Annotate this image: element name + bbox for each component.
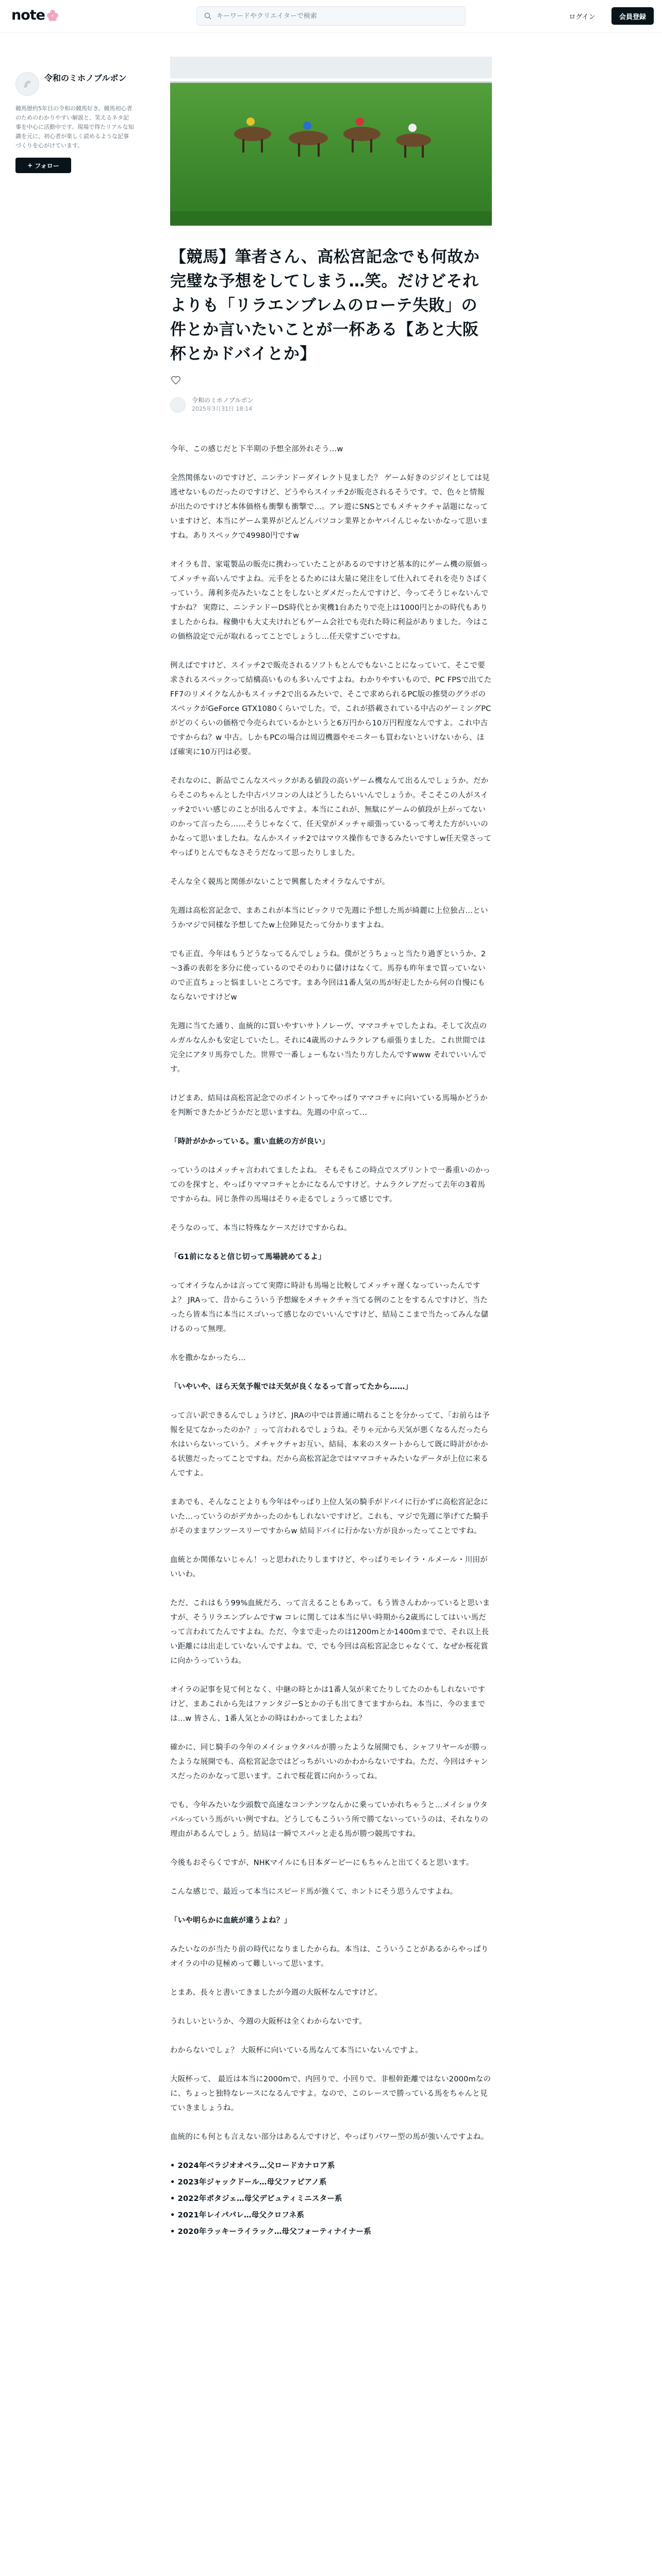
article-paragraph: みたいなのが当たり前の時代になりましたからね。本当は、こういうことがあるからやっぱりオイラの中の見極めって難しいって思います。 <box>170 1945 489 1968</box>
search-box[interactable] <box>196 6 466 26</box>
article-paragraph: ただ、これはもう99%血統だろ、って言えることもあって。もう皆さんわかっていると思いますが、そうリラエンブレムですw コレに関しては本当に早い時期から2歳馬にしてはいい馬だって言われてたんですよね。ただ、今まで走ったのは1200mとか1400mまでで、それ以上長い距離には出走していないんですよね。で、でも今回は高松宮記念じゃなくて、なぜか桜花賞に向かうっていうね。 <box>170 1599 490 1665</box>
horse-race-image <box>170 57 492 226</box>
note-logo[interactable] <box>11 7 58 23</box>
article-meta <box>170 396 492 413</box>
article-paragraph: 確かに、同じ騎手の今年のメイショウタバルが勝ったような展開でも、シャフリヤールが勝ったような展開でも、高松宮記念ではどっちがいいのかわからないですね。ただ、今回はチャンスだったのかなって思います。これで桜花賞に向かうってね。 <box>170 1743 488 1781</box>
logo-text: note <box>11 7 45 23</box>
article-paragraph: 「いやいや、ほら天気予報では天気が良くなるって言ってたから……」 <box>170 1383 413 1391</box>
article-paragraph: 血統的にも何とも言えない部分はあるんですけど、やっぱりパワー型の馬が強いんですよね。 <box>170 2133 489 2141</box>
article-paragraph: ってオイラなんかは言ってて実際に時計も馬場と比較してメッチャ遅くなっていったんですよ？ JRAって、昔からこういう予想線をメチャクチャ当てる例のことをするんですけど、当たったら皆本当に本当にスゴいって感じなのでいいんですけど、結局ここまで当たってみんな儲けるのって無理。 <box>170 1282 489 1333</box>
article-paragraph: こんな感じで、最近って本当にスピード馬が強くて、ホントにそう思うんですよね。 <box>170 1888 458 1896</box>
article-paragraph: うれしいというか、今週の大阪杯は全くわからないです。 <box>170 2018 367 2026</box>
search-icon <box>204 12 211 20</box>
article-paragraph: 血統とか関係ないじゃん！っと思われたりしますけど、やっぱりモレイラ・ルメール・川田がいいわ。 <box>170 1556 488 1579</box>
article-paragraph: そんな全く競馬と関係がないことで興奮したオイラなんですが。 <box>170 878 390 886</box>
creator-sidebar <box>15 72 134 173</box>
plus-icon: + <box>27 162 33 169</box>
horse-avatar-icon <box>21 77 34 91</box>
follow-button[interactable] <box>15 158 71 173</box>
list-item: • 2022年ポタジェ…母父デピュティミニスター系 <box>170 2195 342 2203</box>
heart-icon[interactable] <box>170 375 181 386</box>
article-paragraph: それなのに、新品でこんなスペックがある値段の高いゲーム機なんて出るんでしょうか。だからそこのちゃんとした中古パソコンの人はどうしたらいいんでしょうか。そこそこの人がスイッチ2でいい感じのことが出るんですよ。本当にこれが、無駄にゲームの値段が上がってないのかって言ったら……そうじゃなくて、任天堂がメッチャ頑張っているって考えた方がいいのかなって思いましたね。なんかスイッチ2ではマウス操作もできるみたいですしw任天堂さってやっぱりとんでもなさそうだなって思ったりしました。 <box>170 777 492 857</box>
list-item: • 2024年ベラジオオペラ…父ロードカナロア系 <box>170 2162 335 2170</box>
article-paragraph: 大阪杯って、 最近は本当に2000mで、内回りで、小回りで。非根幹距離ではない2000mなのに、ちょっと独特なレースになるんですよ。なので、このレースで勝っている馬をちゃんと見ていきましょうね。 <box>170 2075 491 2112</box>
article-paragraph: っていうのはメッチャ言われてましたよね。 そもそもこの時点でスプリントで一番重いのかってのを探すと、やっぱりママコチャとかになるんですけど。ナムラクレアだって去年の3着馬ですからね。同じ条件の馬場はそりゃ走るでしょうって感じです。 <box>170 1166 491 1204</box>
article-paragraph: 例えばですけど、スイッチ2で販売されるソフトもとんでもないことになっていて、そこで要求されるスペックって結構高いものも多いんですよね。わかりやすいもので、PC FPSで出てたFF7のリメイクなんかもスイッチ2で出るみたいで、そこで求められるPC版の推奨のグラボのスペックがGeForce GTX1080くらいでした。で、これが搭載されている中古のゲーミングPCがどのくらいの価格で今売られているかというと6万円から10万円程度なんですよ。これ中古ですからね？w 中古。しかもPCの場合は周辺機器やモニターも買わないといけないから、ほぼ確実に10万円は必要。 <box>170 662 492 756</box>
article-paragraph: 今後もおそらくですが、NHKマイルにも日本ダービーにもちゃんと出てくると思います。 <box>170 1859 474 1867</box>
article-title: 【競馬】筆者さん、高松宮記念でも何故か完璧な予想をしてしまう…笑。だけどそれよりも「リラエンブレムのローテ失敗」の件とか言いたいことが一杯ある【あと大阪杯とかドバイとか】 <box>170 248 480 363</box>
article-paragraph: とまあ、長々と書いてきましたが今週の大阪杯なんですけど。 <box>170 1989 383 1997</box>
search-input[interactable] <box>217 12 454 20</box>
article-paragraph: でも、今年みたいな少頭数で高速なコンテンツなんかに乗っていかれちゃうと…メイショウタバルっていう馬がいい例ですね。どうしてもこういう所で勝てないっていうのは、それなりの理由があるんでしょう。結局は一瞬でスパッと走る馬が勝つ競馬ですね。 <box>170 1801 488 1838</box>
publish-date: 2025年3月31日 18:14 <box>192 405 253 412</box>
article-paragraph: って言い訳できるんでしょうけど、JRAの中では普通に晴れることを分かってて、「お前らは予報を見てなかったのか？」って言われるでしょうね。そりゃ元から天気が悪くなるんだったら水はいらないっていう。メチャクチャお互い、結局、本来のスタートからして既に時計がかかる状態だったってことですね。だから高松宮記念ではママコチャみたいなデータが上位に来るんですよ。 <box>170 1412 490 1478</box>
author-avatar[interactable] <box>170 397 186 413</box>
creator-description: 競馬歴約5年目の令和の競馬好き。競馬初心者のためのわかりやすい解説と、笑えるネタ記事を中心に活動中です。現場で得たリアルな知識を元に、初心者が楽しく読めるような記事づくりを心がけています。 <box>15 105 134 149</box>
article-paragraph: まあでも、そんなことよりも今年はやっぱり上位人気の騎手がドバイに行かずに高松宮記念にいた…っていうのがデカかったのかもしれないですけど。これも、マジで先週に挙げてた騎手がそのままワンツースリーですからw 結局ドバイに行かない方が良かったってことですね。 <box>170 1498 489 1535</box>
creator-name[interactable]: 令和のミホノブルボン <box>44 73 127 83</box>
article-paragraph: 水を撒かなかったら… <box>170 1354 246 1362</box>
creator-avatar[interactable] <box>15 72 39 96</box>
list-item: • 2021年レイパパレ…母父クロフネ系 <box>170 2211 305 2219</box>
article-paragraph: けどまあ、結局は高松宮記念でのポイントってやっぱりママコチャに向いている馬場かどうかを判断できたかどうかだと思いますね。先週の中京って… <box>170 1094 488 1117</box>
signup-button[interactable]: 会員登録 <box>611 7 654 25</box>
article-main <box>170 57 492 2241</box>
list-item: • 2023年ジャックドール…母父ファピアノ系 <box>170 2178 327 2187</box>
article-paragraph: 「いや明らかに血統が違うよね？」 <box>170 1917 292 1925</box>
article-paragraph: 「時計がかかっている。重い血統の方が良い」 <box>170 1138 329 1146</box>
article-paragraph: でも正直、今年はもうどうなってるんでしょうね。僕がどうちょっと当たり過ぎというか、2～3番の表彰を多分に使っているのでそのわりに儲けはなくて。馬券も昨年まで買っていないので正直ちょっと悩ましいところです。まあ今回は1番人気の馬が好走したから何の自慢にもならないですけどw <box>170 950 486 1002</box>
article-paragraph: オイラの記事を見て何となく、中継の時とかは1番人気が来てたりしてたのかもしれないですけど、まあこれから先はファンタジーSとかの子も出てきてますからね。本当に、今のままでは…w 皆さん、1番人気とかの時はわかってましたよね？ <box>170 1686 486 1723</box>
article-paragraph: オイラも昔、家電製品の販売に携わっていたことがあるのですけど基本的にゲーム機の原価ってメッチャ高いんですよね。元手をとるためには大量に発注をして仕入れてそれを売りさばくっていう。薄利多売みたいなことをしないとダメだったんですけど、今ってそうじゃないんですかね？ 実際に、ニンテンドーDS時代とか実機1台あたりで売上は1000円とかの時代もありましたからね。稼働中も大丈夫けれどもゲーム会社でも売れた時に利益がありました。今はこの価格設定で元が取れるってことでしょうし…任天堂すごいですね。 <box>170 561 489 641</box>
login-button[interactable]: ログイン <box>569 13 595 21</box>
article-paragraph: 「G1前になると信じ切って馬場読めてるよ」 <box>170 1253 326 1261</box>
site-header <box>0 0 662 33</box>
list-item: • 2020年ラッキーライラック…母父フォーティナイナー系 <box>170 2228 372 2236</box>
creator-profile[interactable] <box>15 72 134 96</box>
article-paragraph: 先週に当てた通り、血統的に買いやすいサトノレーヴ、ママコチャでしたよね。そして次点のルガルなんかも安定していたし。それに4歳馬のナムラクレアも頑張りました。これ世間では完全にアタリ馬券でした。世界で一番しょーもない当たり方したんですwww それでいいんです。 <box>170 1022 487 1074</box>
follow-label: フォロー <box>35 162 59 170</box>
article-paragraph: 今年、この感じだと下半期の予想全部外れそう…w <box>170 445 343 453</box>
article-body <box>170 442 492 2239</box>
article-thumbnail <box>170 57 492 226</box>
logo-flower-icon <box>47 10 58 21</box>
author-name[interactable]: 令和のミホノブルボン <box>192 397 254 404</box>
article-paragraph: 全然関係ないのですけど、ニンテンドーダイレクト見ました？ ゲーム好きのジジイとしては見逃せないものだったのですけど、どうやらスイッチ2が販売されるそうです。で、色々と情報が出たのですけど本体価格も衝撃も衝撃で…。アレ遊にSNSとでもメチャクチャ話題になっていますけど、本当にゲーム業界がどんどんパソコン業界とかヤバイんじゃないかなって思いますね。ありスペックで49980円ですw <box>170 474 490 540</box>
article-paragraph: そうなのって、本当に特殊なケースだけですからね。 <box>170 1224 352 1232</box>
article-paragraph: わからないでしょ？ 大阪杯に向いている馬なんて本当にいないんですよ。 <box>170 2046 423 2055</box>
article-paragraph: 先週は高松宮記念で、まあこれが本当にビックリで先週に予想した馬が綺麗に上位独占…というかマジで同様な予想してたw上位陣見たって分かりますよね。 <box>170 907 488 929</box>
